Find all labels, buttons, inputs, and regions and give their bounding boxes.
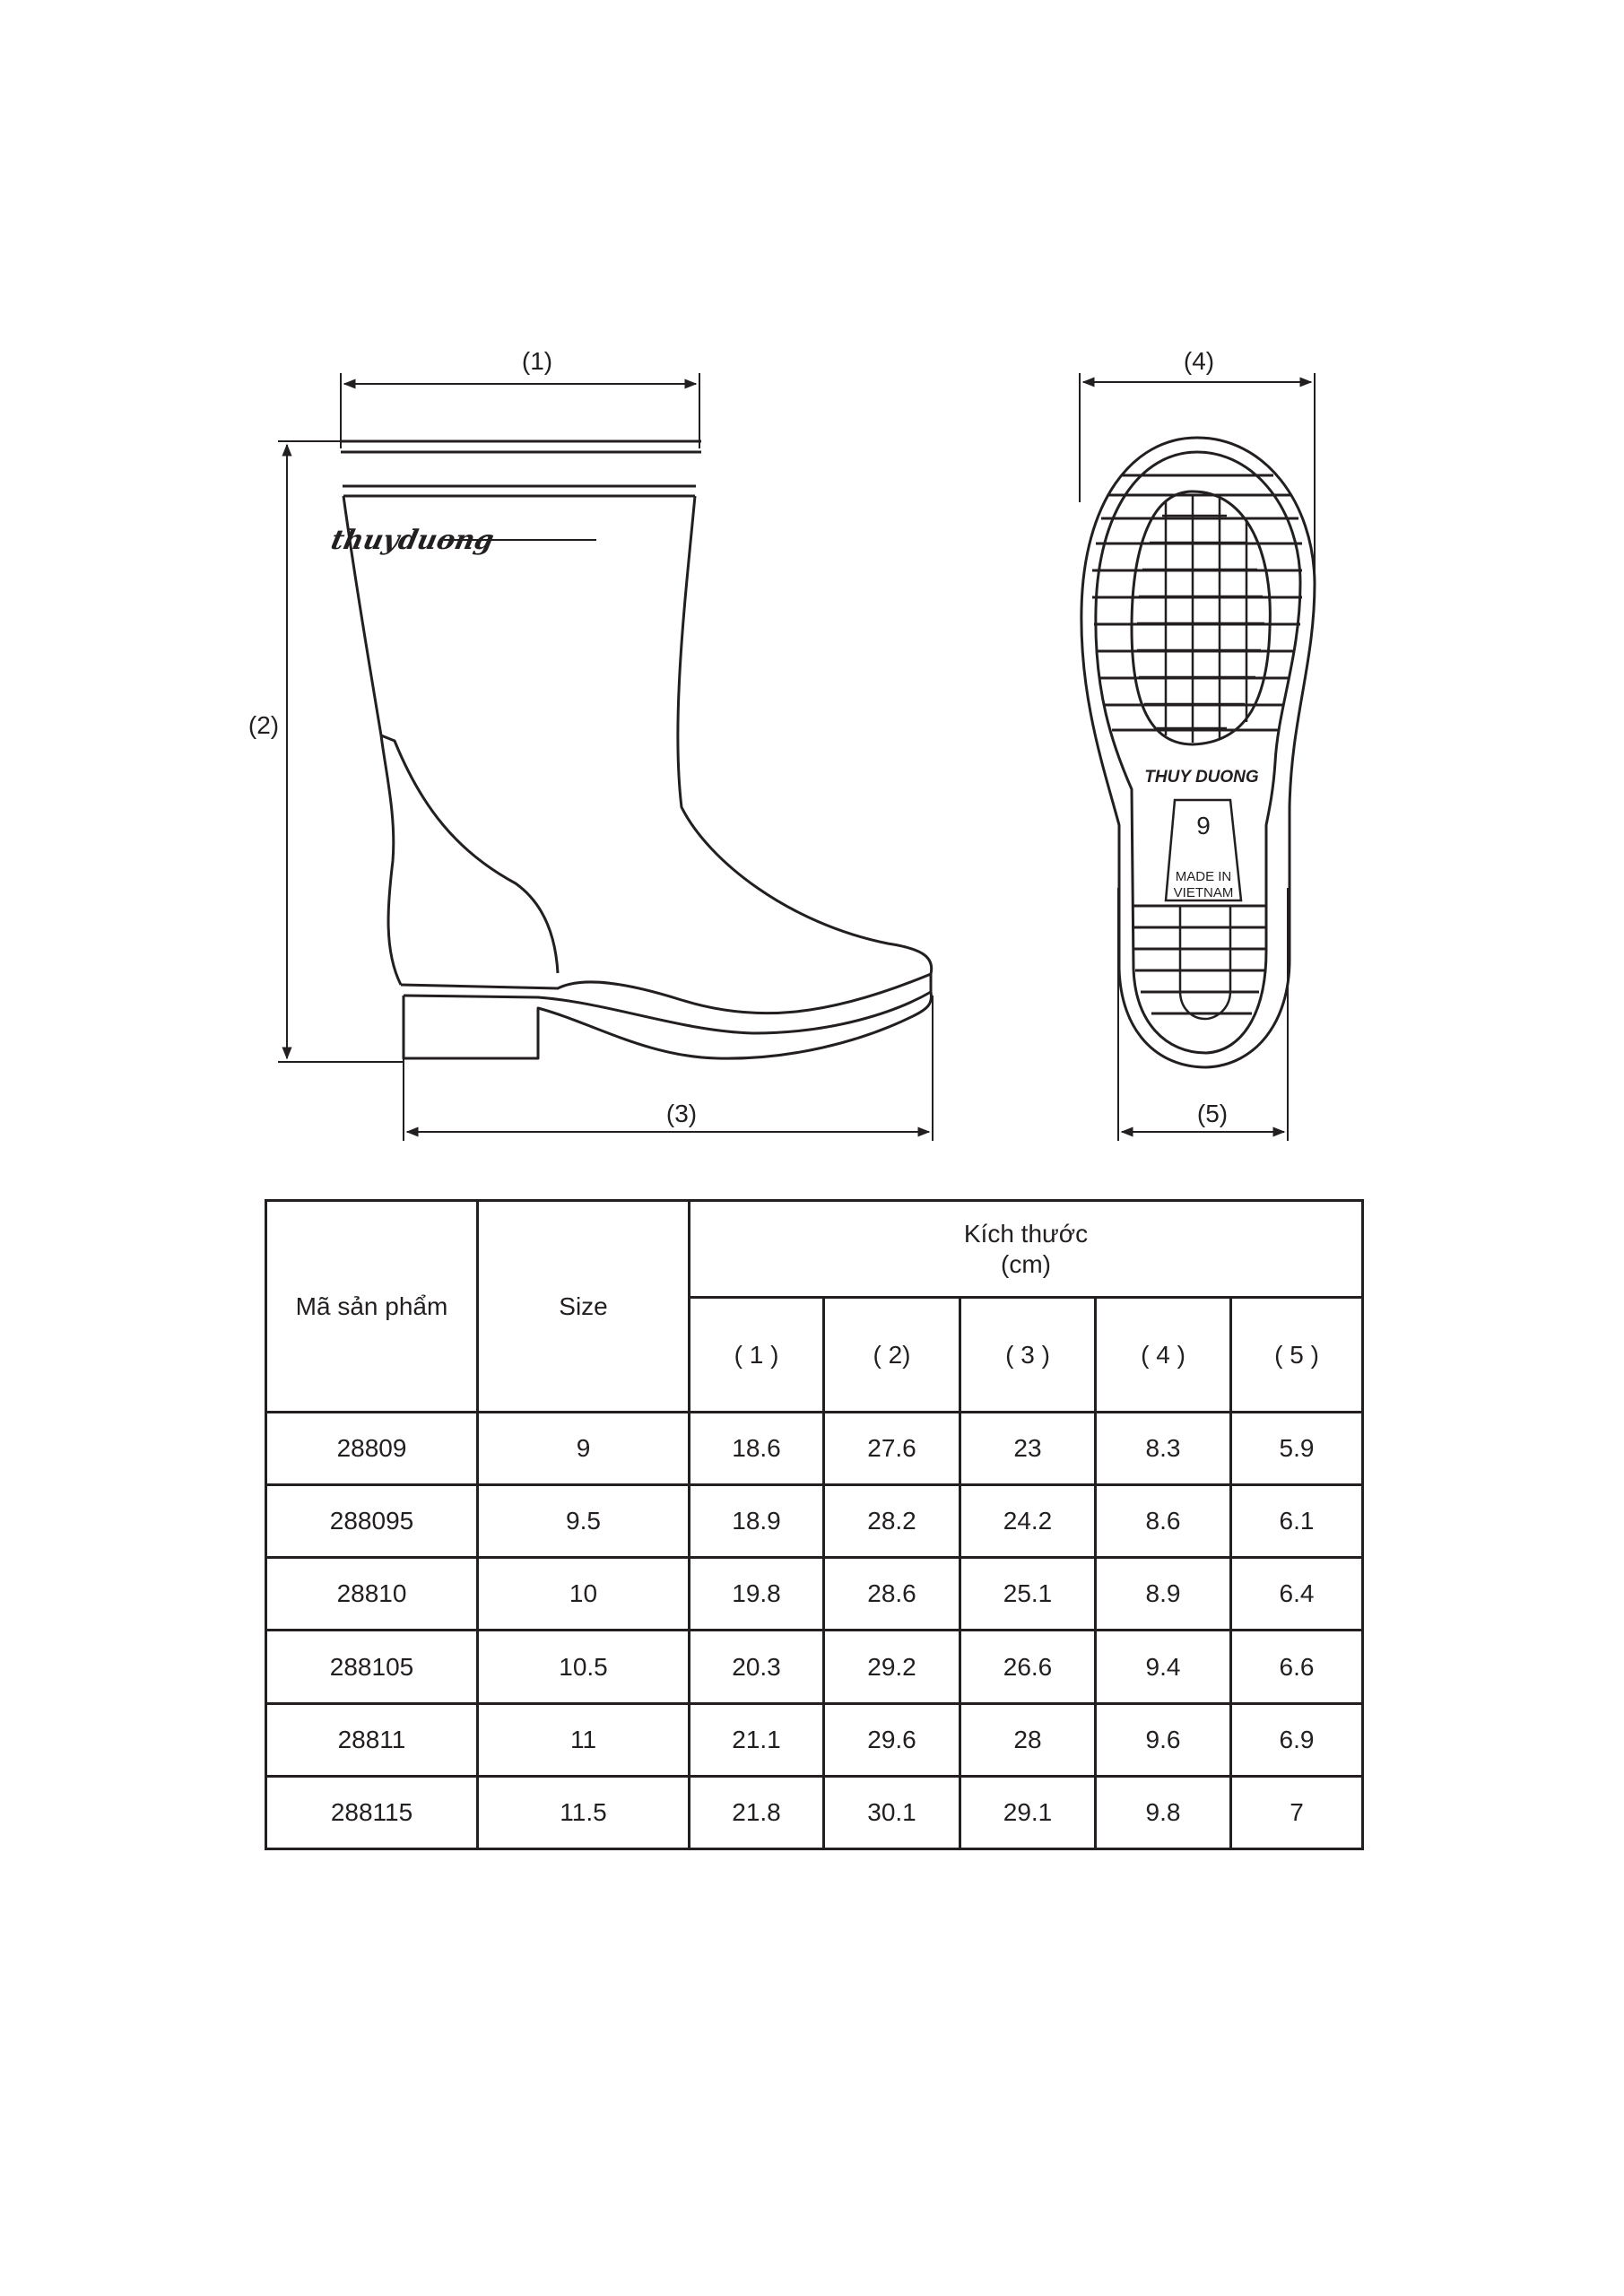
sole-size-number: 9 [1196, 812, 1211, 839]
cell-d3: 28 [960, 1703, 1096, 1776]
cell-d5: 6.4 [1231, 1558, 1363, 1631]
cell-size: 10 [478, 1558, 690, 1631]
cell-d3: 24.2 [960, 1485, 1096, 1558]
header-product-code: Mã sản phẩm [266, 1201, 478, 1413]
header-dim-2: ( 2) [824, 1298, 960, 1413]
dimension-label-3: (3) [665, 1100, 698, 1127]
header-dim-3: ( 3 ) [960, 1298, 1096, 1413]
header-dimensions-title: Kích thước [963, 1219, 1089, 1248]
dimension-label-4: (4) [1183, 347, 1215, 375]
sole-bottom-view [1081, 438, 1315, 1067]
cell-d1: 19.8 [690, 1558, 824, 1631]
cell-code: 28810 [266, 1558, 478, 1631]
table-row [266, 1558, 1363, 1631]
dimension-label-2: (2) [248, 711, 280, 739]
brand-logo: thuyduong [328, 525, 497, 556]
size-chart-table [265, 1199, 1364, 1850]
sole-made-in-line1: MADE IN [1175, 869, 1232, 884]
cell-d1: 18.6 [690, 1413, 824, 1485]
header-dim-5: ( 5 ) [1231, 1298, 1363, 1413]
table-row [266, 1703, 1363, 1776]
sole-brand: THUY DUONG [1144, 768, 1259, 787]
sole-made-in-line2: VIETNAM [1173, 885, 1234, 900]
header-dimensions [690, 1201, 1363, 1298]
cell-d5: 7 [1231, 1776, 1363, 1848]
cell-d4: 8.6 [1096, 1485, 1231, 1558]
cell-d1: 18.9 [690, 1485, 824, 1558]
cell-d4: 9.4 [1096, 1631, 1231, 1703]
table-header-row-1 [266, 1201, 1363, 1298]
cell-d4: 8.3 [1096, 1413, 1231, 1485]
cell-d4: 9.8 [1096, 1776, 1231, 1848]
cell-d3: 25.1 [960, 1558, 1096, 1631]
cell-d3: 26.6 [960, 1631, 1096, 1703]
cell-d3: 29.1 [960, 1776, 1096, 1848]
cell-size: 9.5 [478, 1485, 690, 1558]
cell-code: 28811 [266, 1703, 478, 1776]
table-row [266, 1413, 1363, 1485]
dimension-label-1: (1) [521, 347, 553, 375]
cell-d2: 30.1 [824, 1776, 960, 1848]
cell-d4: 9.6 [1096, 1703, 1231, 1776]
cell-d3: 23 [960, 1413, 1096, 1485]
cell-size: 11.5 [478, 1776, 690, 1848]
cell-d5: 6.9 [1231, 1703, 1363, 1776]
cell-size: 9 [478, 1413, 690, 1485]
table-row [266, 1631, 1363, 1703]
cell-d2: 28.6 [824, 1558, 960, 1631]
cell-d2: 29.6 [824, 1703, 960, 1776]
cell-d2: 28.2 [824, 1485, 960, 1558]
dimension-lines-sole [1080, 373, 1315, 1141]
cell-size: 11 [478, 1703, 690, 1776]
cell-size: 10.5 [478, 1631, 690, 1703]
cell-d5: 6.6 [1231, 1631, 1363, 1703]
cell-code: 28809 [266, 1413, 478, 1485]
header-dim-4: ( 4 ) [1096, 1298, 1231, 1413]
cell-code: 288105 [266, 1631, 478, 1703]
header-size: Size [478, 1201, 690, 1413]
cell-code: 288115 [266, 1776, 478, 1848]
header-dim-1: ( 1 ) [690, 1298, 824, 1413]
cell-d4: 8.9 [1096, 1558, 1231, 1631]
cell-d5: 6.1 [1231, 1485, 1363, 1558]
header-dimensions-unit: (cm) [1001, 1249, 1051, 1278]
cell-d2: 29.2 [824, 1631, 960, 1703]
table-row [266, 1485, 1363, 1558]
cell-d1: 21.8 [690, 1776, 824, 1848]
cell-code: 288095 [266, 1485, 478, 1558]
cell-d1: 20.3 [690, 1631, 824, 1703]
cell-d1: 21.1 [690, 1703, 824, 1776]
dimension-label-5: (5) [1196, 1100, 1229, 1127]
table-row [266, 1776, 1363, 1848]
cell-d5: 5.9 [1231, 1413, 1363, 1485]
cell-d2: 27.6 [824, 1413, 960, 1485]
